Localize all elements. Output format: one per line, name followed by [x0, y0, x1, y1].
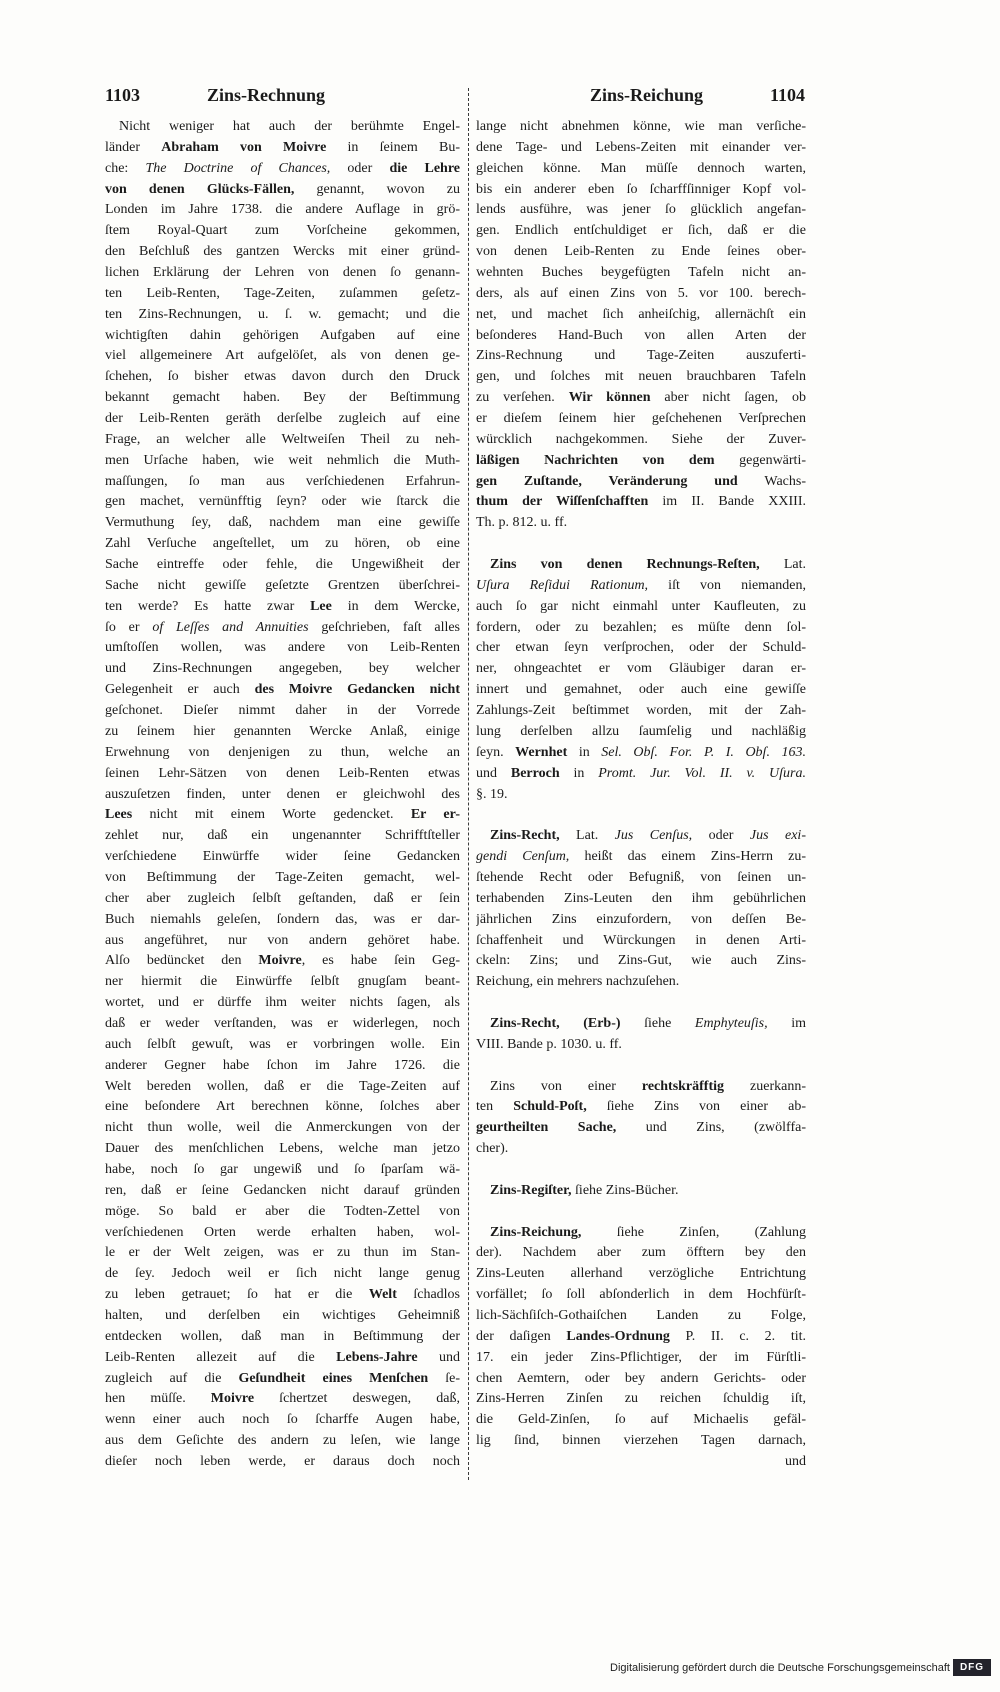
- text-line: [476, 451, 806, 472]
- text-line: auszuſetzen finden, unter denen er gleichwohl des: [105, 786, 460, 802]
- text-line: Welt bereden wollen, daß er die Tage-Zeiten auf: [105, 1078, 460, 1094]
- text-line: net, und machet ſich anheiſchig, allernächſt ein: [476, 306, 806, 322]
- text-run: gegenwärti-: [714, 452, 806, 468]
- text-run: ſeyn.: [476, 744, 516, 760]
- text-line: gen machet, vernünfftig ſeyn? oder wie ſtarck die: [105, 494, 460, 510]
- text-run: in: [559, 765, 599, 781]
- text-run: geſchrieben, faſt alles: [308, 619, 460, 635]
- bold-text: Wernhet: [515, 744, 568, 760]
- text-line: [476, 826, 806, 847]
- text-line: lends ausführe, was jener ſo glücklich angefan-: [476, 202, 806, 218]
- text-line: [476, 1077, 806, 1098]
- text-line: wehnten Buches beygefügten Tafeln nicht an-: [476, 265, 806, 281]
- italic-text: Sel. Obſ. For. P. I. Obſ. 163.: [601, 744, 806, 760]
- article-entry: [476, 555, 806, 805]
- text-line: verſchiedene Einwürffe wider ſeine Gedancken: [105, 849, 460, 865]
- bold-text: Zins-Regiſter,: [490, 1182, 572, 1198]
- bold-text: Berroch: [510, 765, 560, 781]
- bold-text: Welt: [368, 1287, 397, 1303]
- text-line: [476, 764, 806, 785]
- left-column: [105, 117, 460, 1473]
- digitization-credit: Digitalisierung gefördert durch die Deutsche Forschungsgemeinschaft: [610, 1662, 950, 1674]
- running-head-right: Zins-Reichung: [590, 85, 704, 105]
- text-run: aber nicht ſagen, ob: [650, 390, 806, 406]
- text-line: fordern, oder zu bezahlen; es müſte denn ſol-: [476, 619, 806, 635]
- text-line: Zahl Verſuche angeſtellet, um zu hören, ob eine: [105, 536, 460, 552]
- text-line: lig ſind, binnen vierzehen Tagen darnach,: [476, 1433, 806, 1449]
- text-line: [476, 743, 806, 764]
- text-line: [476, 1118, 806, 1139]
- column-divider: [468, 88, 469, 1480]
- text-line: Th. p. 812. u. ff.: [476, 515, 568, 531]
- text-line: ſtehende Recht oder Befugniß, von ſeinen un-: [476, 869, 806, 885]
- text-run: , es habe ſein Geg-: [301, 953, 460, 969]
- text-line: [476, 388, 806, 409]
- article-continuation: [476, 117, 806, 534]
- text-line: [476, 847, 806, 868]
- text-line: le er der Welt zeigen, was er zu thun im Stan-: [105, 1245, 460, 1261]
- text-run: che:: [105, 160, 146, 176]
- text-line: gen, und ſolches mit neuen brauchbaren Tafeln: [476, 369, 806, 385]
- text-line: bekannt gemacht haben. Bey der Beſtimmung: [105, 390, 460, 406]
- text-line: dieſer noch leben werde, er daraus doch noch: [105, 1454, 460, 1469]
- text-run: nicht mit einem Worte gedencket.: [132, 807, 411, 823]
- bold-text: Zins von denen Rechnungs-Reſten,: [490, 557, 760, 573]
- running-head-left: Zins-Rechnung: [207, 85, 326, 105]
- italic-text: Promt. Jur. Vol. II. v. Uſura.: [598, 765, 806, 781]
- text-line: den Beſchluß des gantzen Wercks mit einer gründ-: [105, 244, 460, 260]
- text-line: zehlet nur, daß ein ungenannter Schrifftſteller: [105, 828, 460, 844]
- text-run: ſiehe Zinſen, (Zahlung: [581, 1224, 806, 1240]
- text-run: oder: [330, 160, 390, 176]
- text-line: ſtem Royal-Quart zum Vorſcheine gekommen,: [105, 223, 460, 239]
- text-line: daß er weder verſtanden, was er widerlegen, noch: [105, 1015, 460, 1031]
- text-line: Erwehnung von denjenigen zu thun, welche an: [105, 744, 460, 760]
- bold-text: Moivre: [258, 953, 302, 969]
- text-line: auch ſo gar nicht einmahl unter Kaufleuten, zu: [476, 598, 806, 614]
- text-line: [105, 1285, 460, 1306]
- text-line: [476, 1327, 806, 1348]
- text-run: Leib-Renten allezeit auf die: [105, 1349, 337, 1365]
- text-line: [476, 492, 806, 513]
- text-run: ſo er: [105, 619, 153, 635]
- text-line: geſchonet. Dieſer nimmt daher in der Vorrede: [105, 703, 460, 719]
- text-run: Zins von einer: [490, 1078, 642, 1094]
- text-line: [476, 1097, 806, 1118]
- text-line: anderer Gegner habe ſchon im Jahre 1726. die: [105, 1057, 460, 1073]
- text-run: hen müſſe.: [105, 1391, 211, 1407]
- bold-text: von denen Glücks-Fällen,: [105, 181, 295, 197]
- text-line: chen Aemtern, oder bey andern Gerichts- oder: [476, 1370, 806, 1386]
- text-line: ſchehen, ſo bisher etwas davon durch den Druck: [105, 369, 460, 385]
- text-line: er dieſem ſeinem hier geſchehenen Verſprechen: [476, 411, 806, 427]
- text-line: bis ein anderer eben ſo ſcharffſinniger Kopf vol-: [476, 181, 806, 197]
- text-line: Londen im Jahre 1738. die andere Auflage in grö-: [105, 202, 460, 218]
- text-line: ten Leib-Renten, Tage-Zeiten, zuſammen geſetz-: [105, 285, 460, 301]
- text-line: viel allgemeinere Art aufgelöſet, als von denen ge-: [105, 348, 460, 364]
- text-line: gen. Endlich entſchuldiget er ſich, daß er die: [476, 223, 806, 239]
- text-line: Vermuthung ſey, daß, nachdem man eine gewiſſe: [105, 515, 460, 531]
- text-line: entdecken wollen, daß man in Beſtimmung der: [105, 1328, 460, 1344]
- text-line: ten Zins-Rechnungen, u. ſ. w. gemacht; und die: [105, 306, 460, 322]
- article-entry: [105, 117, 460, 1473]
- text-line: würcklich nachgekommen. Siehe der Zuver-: [476, 431, 806, 447]
- text-line: [105, 805, 460, 826]
- italic-text: of Leſſes and Annuities: [152, 619, 309, 635]
- text-run: in dem Wercke,: [331, 598, 460, 614]
- text-line: Zahlungs-Zeit beſtimmet worden, mit der Zah-: [476, 703, 806, 719]
- text-line: de ſey. Jedoch weil er ſich nicht lange genug: [105, 1266, 460, 1282]
- text-run: in ſeinem Bu-: [326, 139, 460, 155]
- text-run: Wachs-: [737, 473, 806, 489]
- text-line: [105, 159, 460, 180]
- text-line: cher).: [476, 1141, 509, 1157]
- text-line: aus dem Geſichte des andern zu leſen, wie lange: [105, 1433, 460, 1449]
- text-line: Nicht weniger hat auch der berühmte Engel-: [119, 119, 460, 134]
- text-line: [476, 1014, 806, 1035]
- article-entry: [476, 1077, 806, 1160]
- text-line: [105, 1348, 460, 1369]
- text-run: ten: [476, 1099, 514, 1115]
- text-run: zu verſehen.: [476, 390, 569, 406]
- text-line: Dauer des menſchlichen Lebens, welche man jetzo: [105, 1141, 460, 1157]
- text-line: halten, und derſelben ein wichtiges Geheimniß: [105, 1307, 460, 1323]
- bold-text: Zins-Recht,: [490, 828, 560, 844]
- bold-text: Landes-Ordnung: [566, 1328, 670, 1344]
- text-run: zuerkann-: [724, 1078, 806, 1094]
- text-line: möge. So bald er aber die Todten-Zettel von: [105, 1203, 460, 1219]
- text-line: lich-Sächſiſch-Gothaiſchen Landen zu Folge,: [476, 1307, 806, 1323]
- text-line: ders, als auf einen Zins von 5. vor 100. berech-: [476, 285, 806, 301]
- text-run: der daſigen: [476, 1328, 567, 1344]
- text-line: lange nicht abnehmen könne, wie man verſiche-: [476, 119, 806, 134]
- text-line: [105, 180, 460, 201]
- italic-text: Jus exi-: [749, 828, 806, 844]
- italic-text: gendi Cenſum,: [476, 849, 570, 865]
- text-run: ſe-: [428, 1370, 460, 1386]
- bold-text: Geſundheit eines Menſchen: [238, 1370, 429, 1386]
- text-line: [105, 1369, 460, 1390]
- text-run: zu leben getrauet; ſo hat er die: [105, 1287, 369, 1303]
- text-line: [476, 1223, 806, 1244]
- text-line: cher etwan ſeyn verſprochen, oder der Schuld-: [476, 640, 806, 656]
- bold-text: läßigen Nachrichten von dem: [476, 452, 715, 468]
- article-entry: [476, 1014, 806, 1056]
- article-entry: [476, 1223, 806, 1452]
- text-run: Gelegenheit er auch: [105, 682, 255, 698]
- text-line: [476, 576, 806, 597]
- text-line: der). Nachdem aber zum öfftern bey den: [476, 1245, 806, 1261]
- text-line: ſchaffenheit und Würckungen in denen Arti-: [476, 932, 806, 948]
- text-run: iſt von niemanden,: [648, 577, 806, 593]
- text-line: Buch niemahls geleſen, ſondern das, was er dar-: [105, 911, 460, 927]
- bold-text: Schuld-Poſt,: [513, 1099, 587, 1115]
- text-line: ſeinen Lehr-Sätzen von denen Leib-Renten etwas: [105, 765, 460, 781]
- bold-text: geurtheilten Sache,: [476, 1120, 617, 1136]
- text-line: der Leib-Renten geräth derſelbe zugleich auf eine: [105, 411, 460, 427]
- text-run: und: [417, 1349, 460, 1365]
- text-run: im: [767, 1015, 806, 1031]
- text-line: [476, 1181, 806, 1202]
- text-line: Sache nicht gewiſſe geſetzte Grentzen überſchrei-: [105, 577, 460, 593]
- text-line: [105, 618, 460, 639]
- text-line: VIII. Bande p. 1030. u. ff.: [476, 1036, 622, 1052]
- text-run: länder: [105, 139, 162, 155]
- text-line: cher aber zugleich ſelbſt geſtanden, daß er ſein: [105, 890, 460, 906]
- bold-text: Zins-Recht, (Erb-): [490, 1015, 621, 1031]
- text-line: [105, 138, 460, 159]
- text-line: [476, 555, 806, 576]
- text-line: Frage, an welcher alle Weltweiſen Theil zu neh-: [105, 431, 460, 447]
- text-line: ckeln: Zins; und Zins-Gut, wie auch Zins-: [476, 953, 806, 969]
- text-run: P. II. c. 2. tit.: [669, 1328, 806, 1344]
- page-number-left: 1103: [105, 85, 141, 105]
- text-line: ner hiermit die Einwürffe ſelbſt gnugſam beant-: [105, 974, 460, 990]
- text-line: Sache eintreffe oder fehle, die Ungewißheit der: [105, 557, 460, 573]
- bold-text: die Lehre: [389, 160, 460, 176]
- text-run: und: [476, 765, 511, 781]
- text-line: 17. ein jeder Zins-Pflichtiger, der im Fürſtli-: [476, 1349, 806, 1365]
- text-line: Zins-Rechnung und Tage-Zeiten auszuferti-: [476, 348, 806, 364]
- text-line: ner, ohngeachtet er vom Gläubiger daran er-: [476, 661, 806, 677]
- text-line: vorfället; ſo ſoll abſonderlich in dem Hochfürſt-: [476, 1287, 806, 1303]
- text-line: terhabenden Zins-Leuten den ihm gebührlichen: [476, 890, 806, 906]
- bold-text: Er er-: [410, 807, 460, 823]
- text-line: [476, 472, 806, 493]
- text-line: ren, daß er ſeine Gedancken nicht darauf gründen: [105, 1182, 460, 1198]
- text-line: nicht thun wolle, weil die Anmerckungen von der: [105, 1120, 460, 1136]
- text-line: aus angeführet, nur von andern gehöret habe.: [105, 932, 460, 948]
- bold-text: Lees: [105, 807, 133, 823]
- text-line: beſonderes Hand-Buch von allen Arten der: [476, 327, 806, 343]
- text-line: eine beſondere Art berechnen könne, ſolches aber: [105, 1099, 460, 1115]
- text-line: habe, noch ſo gar ungewiß und ſo ſparſam wä-: [105, 1161, 460, 1177]
- text-line: lung derſelben allzu ſaumſelig und nachläßig: [476, 723, 806, 739]
- text-line: wortet, und er dürffe ihm weiter nichts ſagen, als: [105, 995, 460, 1011]
- italic-text: Emphyteuſis,: [694, 1015, 768, 1031]
- text-line: verſchiedenen Orten werde erhalten haben, wol-: [105, 1224, 460, 1240]
- text-line: wenn einer auch noch ſo ſcharffe Augen habe,: [105, 1412, 460, 1428]
- page-number-right: 1104: [770, 85, 806, 105]
- text-run: ſiehe Zins-Bücher.: [571, 1182, 679, 1198]
- bold-text: Lebens-Jahre: [336, 1349, 418, 1365]
- article-entry: [476, 1181, 806, 1202]
- text-line: Zins-Leuten allerhand verzögliche Entrichtung: [476, 1266, 806, 1282]
- bold-text: thum der Wiſſenſchafften: [476, 494, 649, 510]
- italic-text: The Doctrine of Chances,: [145, 160, 331, 176]
- text-run: genannt, wovon zu: [294, 181, 460, 197]
- text-line: [105, 597, 460, 618]
- dfg-logo: DFG: [953, 1659, 991, 1676]
- text-run: und Zins, (zwölffa-: [616, 1120, 806, 1136]
- text-run: oder: [692, 828, 750, 844]
- italic-text: Jus Cenſus,: [614, 828, 693, 844]
- text-line: von denen Leib-Renten zu Ende ſeines ober-: [476, 244, 806, 260]
- text-run: Lat.: [559, 828, 615, 844]
- text-line: jährlichen Zins einzufordern, von deſſen Be-: [476, 911, 806, 927]
- bold-text: Moivre: [210, 1391, 255, 1407]
- text-run: im II. Bande XXIII.: [648, 494, 806, 510]
- text-line: Reichung, ein mehrers nachzuſehen.: [476, 974, 680, 990]
- text-run: ten werde? Es hatte zwar: [105, 598, 311, 614]
- text-run: ſchadlos: [396, 1287, 460, 1303]
- text-line: umſtoſſen wollen, was andere von Leib-Renten: [105, 640, 460, 656]
- bold-text: Abraham von Moivre: [161, 139, 327, 155]
- text-run: Lat.: [759, 557, 806, 573]
- bold-text: rechtskräfftig: [641, 1078, 725, 1094]
- italic-text: Uſura Reſidui Rationum,: [476, 577, 649, 593]
- text-run: ſiehe Zins von einer ab-: [586, 1099, 806, 1115]
- text-line: lichen Erklärung der Lehren von denen ſo genann-: [105, 265, 460, 281]
- text-line: men Urſache haben, wie weit nehmlich die Muth-: [105, 452, 460, 468]
- bold-text: des Moivre Gedancken nicht: [254, 682, 460, 698]
- text-line: [105, 1389, 460, 1410]
- text-line: §. 19.: [476, 786, 508, 802]
- catchword: und: [785, 1454, 806, 1469]
- text-run: ſiehe: [620, 1015, 695, 1031]
- text-line: von Beſtimmung der Tage-Zeiten gemacht, wel-: [105, 869, 460, 885]
- bold-text: Zins-Reichung,: [490, 1224, 582, 1240]
- text-line: innert und gemahnet, oder auch eine gewiſſe: [476, 682, 806, 698]
- text-run: zugleich auf die: [105, 1370, 239, 1386]
- text-line: und Zins-Rechnungen angegeben, bey welcher: [105, 661, 460, 677]
- text-line: gleichen könne. Man müſſe dennoch warten,: [476, 160, 806, 176]
- right-column: [476, 117, 806, 1473]
- bold-text: gen Zuſtande, Veränderung und: [476, 473, 738, 489]
- text-line: wichtigſten dahin gehörigen Aufgaben auf eine: [105, 327, 460, 343]
- text-line: die Geld-Zinſen, ſo auf Michaelis gefäl-: [476, 1412, 806, 1428]
- bold-text: Wir können: [568, 390, 651, 406]
- text-run: ſchertzet deswegen, daß,: [254, 1391, 460, 1407]
- text-run: Alſo bedüncket den: [105, 953, 259, 969]
- text-line: zu ſeinem hier genannten Wercke Anlaß, einige: [105, 723, 460, 739]
- text-run: heißt das einem Zins-Herrn zu-: [569, 849, 806, 865]
- article-entry: [476, 826, 806, 993]
- text-line: auch ſelbſt gewuſt, was er vorbringen wolle. Ein: [105, 1036, 460, 1052]
- bold-text: Lee: [310, 598, 332, 614]
- text-line: dene Tage- und Lebens-Zeiten mit einander ver-: [476, 139, 806, 155]
- text-line: [105, 680, 460, 701]
- text-line: maſſungen, ſo man aus verſchiedenen Erfahrun-: [105, 473, 460, 489]
- text-run: in: [567, 744, 602, 760]
- text-line: Zins-Herren Zinſen zu reichen ſchuldig iſt,: [476, 1391, 806, 1407]
- text-line: [105, 951, 460, 972]
